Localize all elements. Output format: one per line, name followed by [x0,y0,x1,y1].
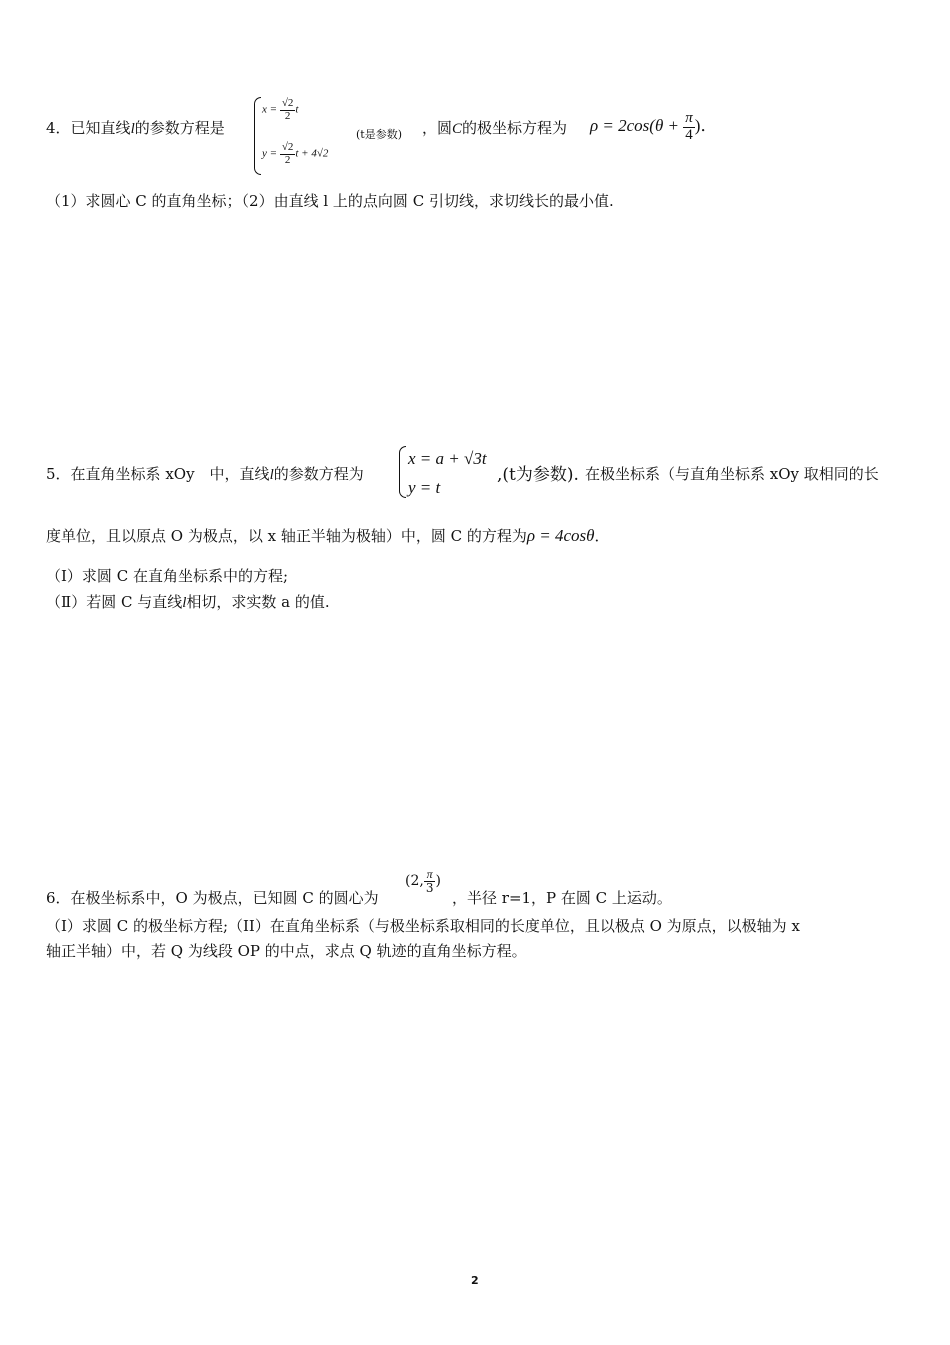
q6-text-lead: 6．在极坐标系中，O 为极点，已知圆 C 的圆心为 [46,889,379,907]
q4-polar-equation: ρ = 2cos(θ + $\frac{\pi}{4}$ )． [590,110,718,143]
q5-subquestion-1: （Ⅰ）求圆 C 在直角坐标系中的方程; [46,567,288,585]
q4-system-brace [254,97,261,175]
q5-param-note: ,(t为参数). [497,465,579,485]
q5-eq-x: x = a + √3t [408,449,487,468]
q6-text-rest: ，半径 r=1，P 在圆 C 上运动。 [452,889,672,907]
q6-text-line2: （I）求圆 C 的极坐标方程;（II）在直角坐标系（与极坐标系取相同的长度单位，且以极点 O 为原点，以极轴为 x [46,917,800,935]
q4-param-note: (t是参数) [356,128,403,141]
page-number: 2 [471,1274,479,1287]
q5-system-brace [399,446,406,498]
q5-text-line2: 度单位，且以原点 O 为极点，以 x 轴正半轴为极轴）中，圆 C 的方程为ρ = 4cosθ． [46,526,610,545]
q5-text-lead: 5．在直角坐标系 xOy 中，直线l的参数方程为 [46,465,364,483]
q4-eq-x: x = $\frac{√2}{2}$ t [262,97,299,122]
q5-eq-y: y = t [408,478,441,497]
q4-text-circle: ，圆C的极坐标方程为 [422,119,568,137]
q4-subquestions: （1）求圆心 C 的直角坐标；（2）由直线 l 上的点向圆 C 引切线，求切线长的最小值. [46,192,614,210]
q5-text-rest: 在极坐标系（与直角坐标系 xOy 取相同的长 [585,465,879,483]
q4-eq-y: y = $\frac{√2}{2}$ t + 4√2 [262,141,329,166]
q4-text-lead: 4．已知直线l的参数方程是 [46,119,225,137]
q5-subquestion-2: （Ⅱ）若圆 C 与直线l相切，求实数 a 的值. [46,593,330,611]
q6-center-coordinate: (2, $\frac{\pi}{3}$ ) [405,867,441,895]
q6-text-line3: 轴正半轴）中，若 Q 为线段 OP 的中点，求点 Q 轨迹的直角坐标方程。 [46,942,527,960]
